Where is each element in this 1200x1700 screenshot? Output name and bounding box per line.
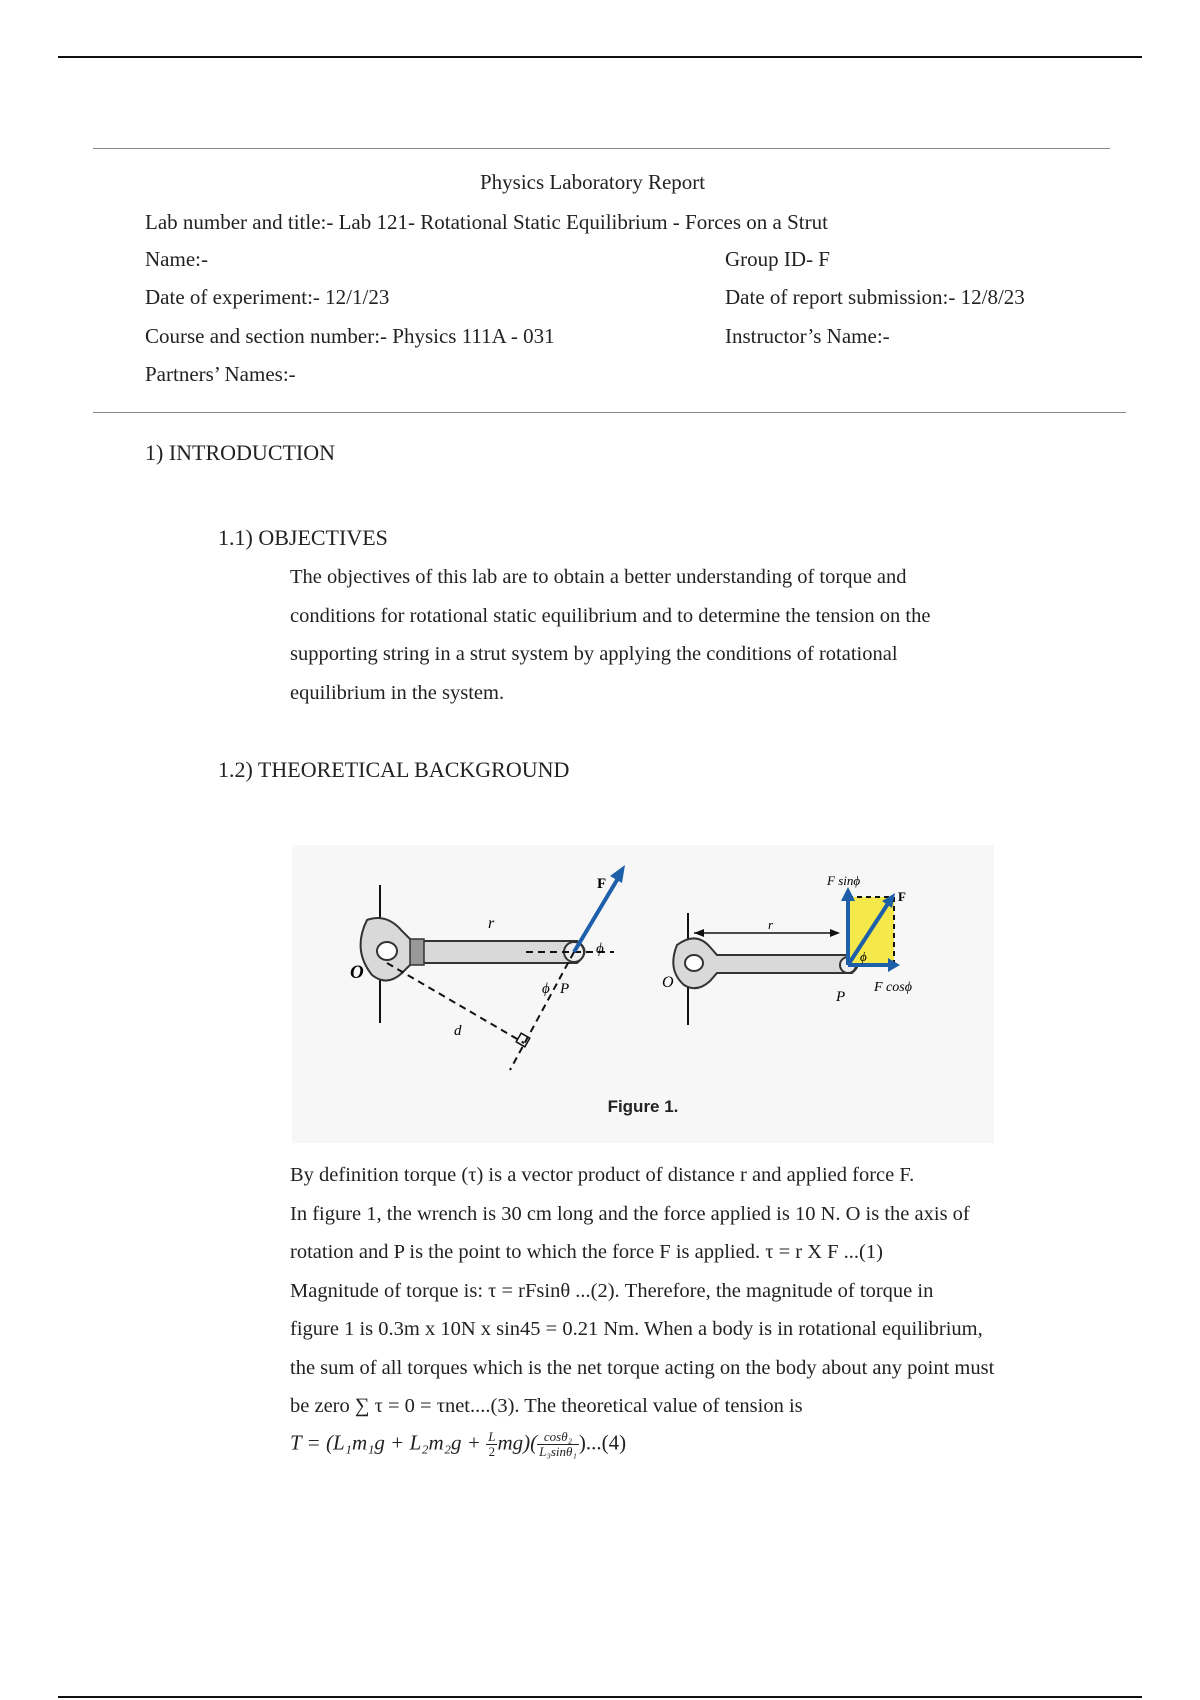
label-fsin: F sinϕ <box>827 873 861 888</box>
label-f-left: F <box>597 876 607 892</box>
theoretical-background-heading: 1.2) THEORETICAL BACKGROUND <box>218 757 570 782</box>
objectives-line: equilibrium in the system. <box>290 681 505 704</box>
background-line: the sum of all torques which is the net torque acting on the body about any point must <box>290 1356 995 1379</box>
header-bottom-rule <box>93 412 1126 413</box>
objectives-paragraph <box>290 558 1090 712</box>
label-o-right: O <box>662 974 674 991</box>
figure-1 <box>292 845 994 1143</box>
name-field: Name:- <box>145 247 208 271</box>
objectives-line: The objectives of this lab are to obtain a better understanding of torque and <box>290 566 907 588</box>
background-line: Magnitude of torque is: τ = rFsinθ ...(2). Therefore, the magnitude of torque in <box>290 1279 934 1302</box>
label-r-right: r <box>768 917 774 932</box>
page-bottom-rule <box>58 1696 1142 1698</box>
label-fcos: F cosϕ <box>874 980 912 995</box>
group-id: Group ID- F <box>725 247 830 271</box>
figure-caption: Figure 1. <box>607 1097 679 1116</box>
label-p-left: P <box>560 981 570 997</box>
date-of-submission: Date of report submission:- 12/8/23 <box>725 285 1025 309</box>
left-wrench-diagram <box>350 865 625 1070</box>
background-line: figure 1 is 0.3m x 10N x sin45 = 0.21 Nm. When a body is in rotational equilibrium, <box>290 1318 983 1340</box>
report-title: Physics Laboratory Report <box>480 170 706 194</box>
label-p-right: P <box>836 989 846 1005</box>
tension-equation <box>290 1430 626 1460</box>
instructor-name: Instructor’s Name:- <box>725 324 890 348</box>
background-paragraph <box>290 1156 1090 1426</box>
header-top-rule <box>93 148 1110 149</box>
course-section: Course and section number:- Physics 111A - 031 <box>145 324 555 348</box>
label-phi-left-2: ϕ <box>542 981 550 997</box>
partners-names: Partners’ Names:- <box>145 362 296 386</box>
equation-mg: mg)( <box>497 1430 538 1455</box>
page-top-rule <box>58 56 1142 58</box>
label-phi-right: ϕ <box>860 949 867 964</box>
background-line: By definition torque (τ) is a vector product of distance r and applied force F. <box>290 1164 915 1186</box>
lab-title-line: Lab number and title:- Lab 121- Rotational Static Equilibrium - Forces on a Strut <box>145 210 828 234</box>
background-line: be zero ∑ τ = 0 = τnet....(3). The theoretical value of tension is <box>290 1395 803 1417</box>
date-of-experiment: Date of experiment:- 12/1/23 <box>145 285 390 309</box>
right-wrench-diagram <box>662 873 912 1025</box>
label-d-left: d <box>454 1023 462 1039</box>
objectives-line: supporting string in a strut system by applying the conditions of rotational <box>290 643 898 665</box>
cos-sin-fraction: $\frac{\text{cosθ₂}}{\text{L₃sinθ₁}}$ <box>539 1429 577 1460</box>
label-f-right: F <box>898 889 906 904</box>
equation-tail: )...(4) <box>578 1430 627 1455</box>
background-line: rotation and P is the point to which the force F is applied. τ = r X F ...(1) <box>290 1241 883 1263</box>
objectives-heading: 1.1) OBJECTIVES <box>218 525 388 550</box>
objectives-line: conditions for rotational static equilibrium and to determine the tension on the <box>290 604 931 627</box>
section-introduction-heading: 1) INTRODUCTION <box>145 440 336 465</box>
half-fraction: $\frac{L}{2}$ <box>488 1429 496 1460</box>
background-line: In figure 1, the wrench is 30 cm long and the force applied is 10 N. O is the axis of <box>290 1202 970 1225</box>
label-o-left: O <box>350 962 364 983</box>
label-phi-left: ϕ <box>596 941 604 957</box>
label-r-left: r <box>488 915 495 932</box>
equation-main: T = (L₁m₁g + L₂m₂g + <box>290 1430 487 1455</box>
